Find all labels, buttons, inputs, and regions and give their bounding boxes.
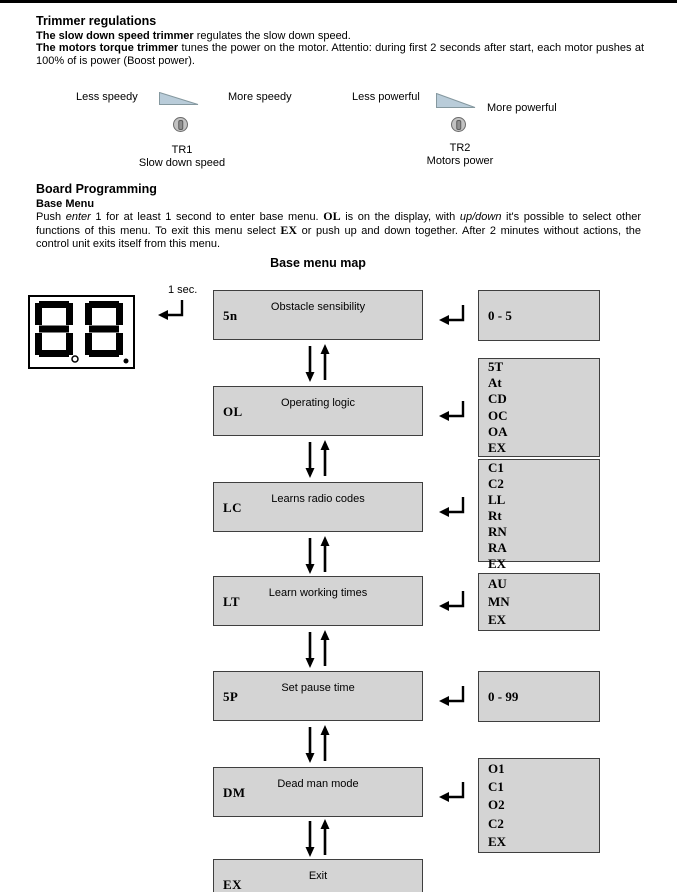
- option-value: RN: [488, 524, 507, 539]
- tr2-trimmer-knob-icon: [451, 117, 466, 132]
- option-value: MN: [488, 594, 510, 609]
- enter-arrow-icon: [437, 399, 467, 425]
- menu-code: LT: [223, 594, 240, 609]
- tr2-less-label: Less powerful: [352, 91, 420, 103]
- trimmer-section-title: Trimmer regulations: [36, 14, 157, 28]
- option-value: C2: [488, 476, 504, 491]
- menu-box-operating-logic: [213, 386, 423, 436]
- tr1-less-label: Less speedy: [76, 91, 138, 103]
- menu-label: Operating logic: [281, 397, 355, 409]
- seg-enter: enter: [65, 211, 91, 223]
- options-box-learns-radio-codes: [478, 459, 600, 571]
- base-menu-subtitle: Base Menu: [36, 198, 95, 210]
- down-up-arrows-icon: [298, 724, 338, 764]
- option-value: CD: [488, 391, 507, 407]
- option-value: AU: [488, 576, 507, 591]
- down-up-arrows-icon: [298, 818, 338, 858]
- options-box-learn-working-times: [478, 573, 600, 631]
- tr1-name: TR1: [171, 144, 193, 156]
- option-value: Rt: [488, 508, 502, 523]
- menu-box-learn-working-times: [213, 576, 423, 626]
- options-box-operating-logic: [478, 358, 600, 457]
- option-value: 5T: [488, 359, 504, 375]
- enter-arrow-icon: [437, 495, 467, 521]
- options-box-dead-man-mode: [478, 758, 600, 853]
- trimmer-paragraph-2: [36, 42, 644, 68]
- seg-2: 1 for at least 1 second to enter base menu.: [90, 211, 324, 223]
- menu-box-dead-man-mode: [213, 767, 423, 817]
- seven-segment-display: [28, 295, 135, 369]
- down-up-arrows-icon: [298, 439, 338, 479]
- one-sec-label: 1 sec.: [168, 284, 198, 296]
- menu-label: Set pause time: [281, 682, 355, 694]
- menu-label: Exit: [308, 870, 328, 882]
- option-value: EX: [488, 439, 507, 455]
- seven-segment-digits-icon: [30, 297, 133, 367]
- board-programming-title: Board Programming: [36, 182, 157, 196]
- trimmer-p2-rest: tunes the power on the motor. Attentio: during first 2 seconds after start, each motor pushes at 100% of is power (Boost power).: [36, 42, 645, 67]
- menu-box-obstacle-sensibility: [213, 290, 423, 340]
- menu-box-exit: [213, 859, 423, 892]
- seg-4: is on the display, with: [340, 211, 460, 223]
- menu-label: Learn working times: [268, 587, 368, 599]
- option-value: 0 - 5: [488, 307, 512, 323]
- down-up-arrows-icon: [298, 535, 338, 575]
- menu-label: Learns radio codes: [271, 493, 365, 505]
- seg-ol: OL: [323, 209, 341, 223]
- tr2-more-label: More powerful: [487, 102, 557, 114]
- menu-code: DM: [223, 785, 246, 800]
- tr1-caption: Slow down speed: [138, 157, 226, 169]
- tr2-wedge-icon: [436, 93, 476, 109]
- option-value: OA: [488, 423, 508, 439]
- option-value: RA: [488, 540, 507, 555]
- option-value: C1: [488, 779, 504, 795]
- seg-6: it's possible to select other functions of this menu. To exit this menu select: [36, 211, 641, 237]
- option-value: EX: [488, 612, 507, 627]
- down-up-arrows-icon: [298, 343, 338, 383]
- trimmer-paragraph-1: [36, 30, 641, 43]
- tr1-more-label: More speedy: [228, 91, 292, 103]
- trimmer-p2-bold: The motors torque trimmer: [36, 42, 179, 54]
- menu-code: 5n: [223, 308, 238, 323]
- menu-box-set-pause-time: [213, 671, 423, 721]
- tr2-name: TR2: [449, 142, 471, 154]
- option-value: EX: [488, 833, 507, 849]
- option-value: LL: [488, 492, 506, 507]
- trimmer-p1-bold: The slow down speed trimmer: [36, 30, 194, 42]
- menu-label: Obstacle sensibility: [270, 301, 366, 313]
- options-box-obstacle-sensibility: [478, 290, 600, 341]
- down-up-arrows-icon: [298, 629, 338, 669]
- menu-label: Dead man mode: [277, 778, 359, 790]
- menu-box-learns-radio-codes: [213, 482, 423, 532]
- menu-code: LC: [223, 500, 242, 515]
- option-value: C1: [488, 460, 504, 475]
- tr1-trimmer-knob-icon: [173, 117, 188, 132]
- option-value: O1: [488, 761, 505, 777]
- tr2-caption: Motors power: [426, 155, 494, 167]
- option-value: 0 - 99: [488, 688, 519, 704]
- base-menu-paragraph: [36, 210, 641, 250]
- option-value: C2: [488, 815, 504, 831]
- option-value: OC: [488, 407, 508, 423]
- enter-arrow-icon: [437, 303, 467, 329]
- menu-code: OL: [223, 404, 243, 419]
- options-box-set-pause-time: [478, 671, 600, 722]
- enter-arrow-icon: [437, 684, 467, 710]
- enter-arrow-icon: [437, 589, 467, 615]
- seg-0: Push: [36, 211, 66, 223]
- menu-code: EX: [223, 877, 242, 892]
- base-menu-map-title: Base menu map: [270, 256, 366, 270]
- option-value: O2: [488, 797, 505, 813]
- seg-8: or push up and down together. After 2 minutes without actions, the control unit exits itself from this menu.: [36, 224, 641, 250]
- menu-code: 5P: [223, 689, 239, 704]
- enter-arrow-icon: [156, 298, 186, 324]
- option-value: At: [488, 375, 502, 391]
- seg-updown: up/down: [459, 211, 502, 223]
- option-value: EX: [488, 556, 507, 571]
- tr1-wedge-icon: [159, 92, 199, 106]
- seg-ex: EX: [280, 222, 297, 237]
- trimmer-p1-rest: regulates the slow down speed.: [193, 30, 351, 42]
- enter-arrow-icon: [437, 780, 467, 806]
